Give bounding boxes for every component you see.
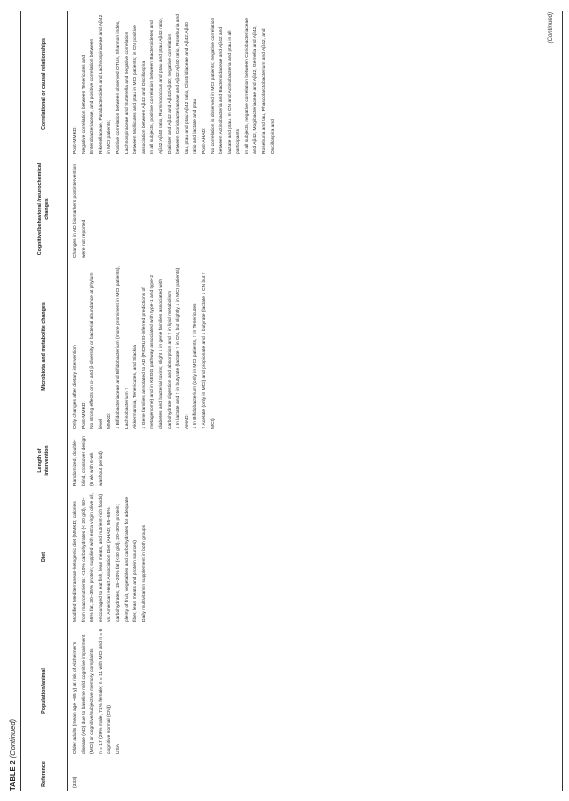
- microbiota-paragraph: ↓ Gene families annotated to AD (PICRUSt-inferred predictions of metagenome) and in KEGG pathway associated with type-1 and type-2 diabetes and bacterial toxins; slight ↓ in gene families associated with carbohydrate digestion and absorption and ↑ in lipid metabolism: [141, 274, 173, 429]
- table-caption: [8, 719, 17, 791]
- header-population: Population/animal: [40, 668, 47, 714]
- reference-text: (333): [73, 776, 78, 788]
- cell-reference: [72, 757, 562, 791]
- microbiota-paragraph: Post-MMKD:: [81, 401, 87, 429]
- header-diet: Diet: [40, 552, 47, 563]
- header-correlation: Correlational or causal relationships: [40, 38, 47, 130]
- table-header-row: [20, 11, 68, 791]
- cell-length: [72, 432, 562, 489]
- microbiota-paragraph: ↑ Acetate (only in MCI) and propionate and ↓ butyrate (lactate ↓ CN but ↑ MCI): [201, 271, 216, 429]
- correlation-paragraph: No correlation is observed in MCI patients; negative correlation between Actinobacteria and Bacteroidaceae and Aβ42 and lactate and ptau. In CN and Actinobacteria and ptau in all participants: [210, 17, 242, 154]
- correlation-paragraph: In all subjects, negative correlation between Coriobacteriaceae and Aβ42, Mogibacteriaceae and Aβ42, Gemella and Aβ42, Roseburia and tau, Phascolarctobacterium and Aβ42, and Oscillospira and: [244, 18, 276, 154]
- population-paragraph: Older adults (mean age ~65 y) at risk of Alzheimer's disease (AD) due to baseline mild cognitive impairment (MCI) or cognitive/subjective memory complaints: [73, 634, 96, 754]
- header-length: Length of intervention: [37, 445, 50, 476]
- correlation-paragraph: Post-MMKD:: [73, 126, 78, 154]
- table-continued-label: (Continued): [8, 719, 17, 759]
- microbiota-paragraph: Only changes after dietary intervention: [73, 345, 78, 429]
- table-label: TABLE 2: [8, 760, 17, 791]
- header-cognitive: Cognitive/behavioral /neurochemical changes: [37, 162, 50, 256]
- correlation-paragraph: Positive correlation between observed OTUs, Shannon index, Lachnospiraceae and Sutterella and negative correlation between Mollicutes and ptau in MCI patients; in CN positive association between Aβ42 and Oscillospira: [115, 20, 147, 154]
- microbiota-paragraph: Akkermansia, Tenericutes, and Slackia: [133, 345, 139, 429]
- correlation-paragraph: In all subjects, positive correlation between Bacteroidetes and Aβ42:Aβ40 ratio, Ruminococcus and ptau and ptau:Aβ42 ratio, Dialister and Aβ42 and Aβ42/Aβ40; negative correlation between Coriobacteriaceae and Aβ42:Aβ40 ratio, Roseburia and tau, ptau and ptau:Aβ42 ratio, Clostridiaceae and Aβ42:Aβ40 ratio and lactate and ptau: [150, 14, 199, 154]
- cell-population: [72, 625, 562, 757]
- microbiota-paragraph: ↓ Bifidobacteriaceae and Bifidobacterium (more prominent in MCI patients), Lachnobacterium ↑: [115, 266, 130, 429]
- microbiota-paragraph: ↓ In Bifidobacterium (only in MCI patients, ↑ in Tenericutes: [193, 303, 199, 429]
- cell-microbiota: [72, 261, 562, 432]
- cognitive-paragraph: Changes in AD biomarkers postintervention were not reported: [73, 163, 87, 258]
- header-microbiota: Microbiota and metabolite changes: [40, 302, 47, 391]
- header-reference: Reference: [40, 761, 47, 787]
- microbiota-paragraph: MMKD:: [107, 412, 113, 429]
- microbiota-paragraph: No strong effects on α- and β-diversity or bacterial abundance at phylum level: [90, 272, 104, 429]
- microbiota-paragraph: AHAD:: [184, 414, 190, 429]
- continued-footer: (Continued): [548, 12, 554, 44]
- correlation-paragraph: Post-AHAD:: [201, 127, 207, 154]
- length-paragraph: Randomized, double-blind, crossover design (6 wk with 6-wk washout period): [73, 435, 104, 486]
- cell-diet: [72, 489, 562, 625]
- table-row: [68, 11, 563, 791]
- data-table: [20, 11, 563, 791]
- cell-correlation: [72, 11, 562, 157]
- population-paragraph: n = 17 (29% male, 71% female; n = 11 with MCI and n = 6 cognitive normal (CN)): [98, 628, 113, 754]
- diet-paragraph: Modified Mediterranean-ketogenic diet (MMKD; calories from macronutrients: <10% carbohydrates (< 20 g/d), 60–65% fat, 30–35% protein; supplied with extra virgin olive oil, encouraged to eat fish, lean meats, and nutrient-rich foods) vs. American Heart Association Diet (AHAD; 55–65% carbohydrates, 15–20% fat (<40 g/d), 20–30% protein; plenty of fruit, vegetables and carbohydrates for adequate fiber, lean meats and protein sources): [73, 493, 139, 622]
- correlation-paragraph: Negative correlation between Tenericutes and Enterobacteriaceae, and positive correlation between Rikenellaceae, Parabacteroides and Lachnospiraceae and Aβ42 in MCI patients;: [81, 14, 113, 154]
- diet-paragraph: Daily multivitamin supplement in both groups: [141, 524, 147, 622]
- microbiota-paragraph: ↓ In lactate and ↑ in butyrate (lactate ↑ in CN, but slightly ↓ in MCI patients): [176, 267, 182, 429]
- population-paragraph: USA: [115, 743, 121, 754]
- cell-cognitive: [72, 157, 562, 261]
